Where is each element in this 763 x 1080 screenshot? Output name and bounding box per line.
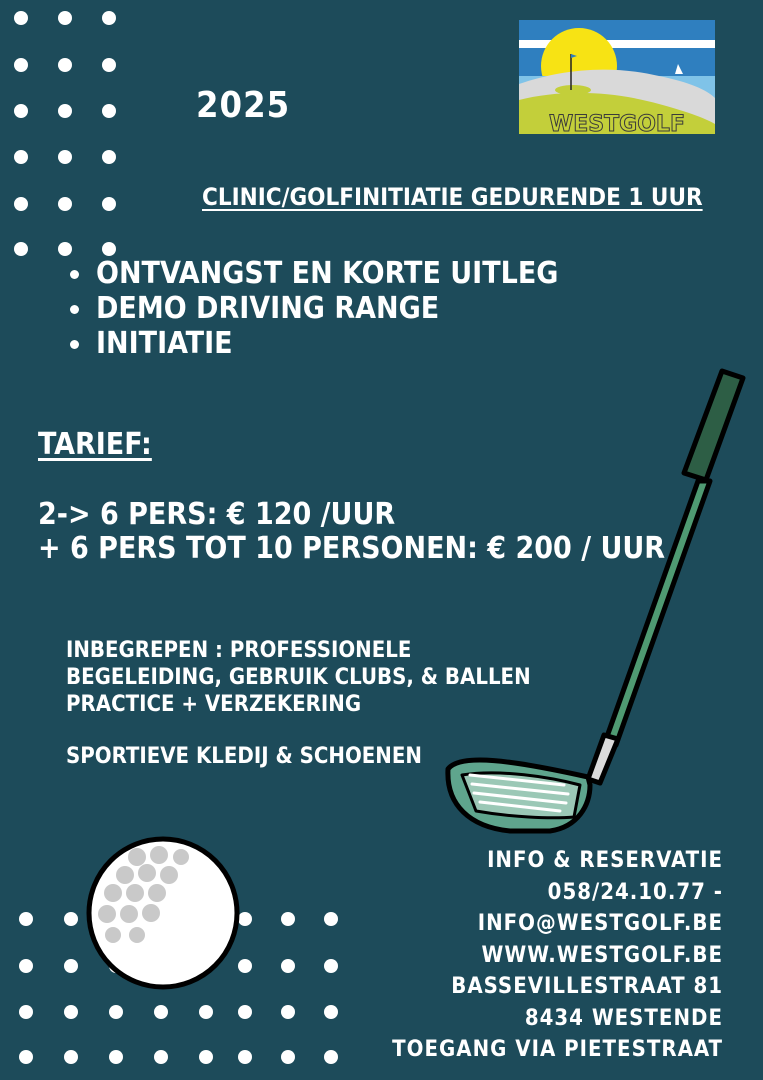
contact-email[interactable]: INFO@WESTGOLF.BE xyxy=(477,911,723,936)
contact-website[interactable]: WWW.WESTGOLF.BE xyxy=(481,942,723,968)
price-line-small-group: 2-> 6 PERS: € 120 /UUR xyxy=(38,497,396,532)
year-heading: 2025 xyxy=(196,85,291,126)
clinic-title: CLINIC/GOLFINITIATIE GEDURENDE 1 UUR xyxy=(202,183,703,211)
dot-grid-top-left xyxy=(0,0,130,260)
golf-club-icon xyxy=(440,365,750,840)
golf-ball-icon xyxy=(85,835,241,991)
clinic-list xyxy=(70,256,558,361)
contact-block xyxy=(392,845,723,1066)
included-text: INBEGREPEN : PROFESSIONELE BEGELEIDING, GEBRUIK CLUBS, & BALLEN PRACTICE + VERZEKERING xyxy=(66,638,531,717)
price-line-large-group: + 6 PERS TOT 10 PERSONEN: € 200 / UUR xyxy=(38,531,666,566)
logo-text: WESTGOLF xyxy=(549,112,685,134)
tarief-heading: TARIEF: xyxy=(38,427,152,462)
list-item: ONTVANGST EN KORTE UITLEG xyxy=(70,256,558,291)
contact-street: BASSEVILLESTRAAT 81 xyxy=(451,974,723,999)
clothing-text: SPORTIEVE KLEDIJ & SCHOENEN xyxy=(66,744,422,769)
contact-phone[interactable]: 058/24.10.77 - xyxy=(547,879,723,905)
westgolf-logo xyxy=(519,20,715,134)
contact-heading: INFO & RESERVATIE xyxy=(487,848,723,873)
contact-access: TOEGANG VIA PIETESTRAAT xyxy=(392,1037,723,1062)
list-item: DEMO DRIVING RANGE xyxy=(70,291,558,326)
contact-city: 8434 WESTENDE xyxy=(524,1005,723,1031)
list-item: INITIATIE xyxy=(70,326,558,361)
